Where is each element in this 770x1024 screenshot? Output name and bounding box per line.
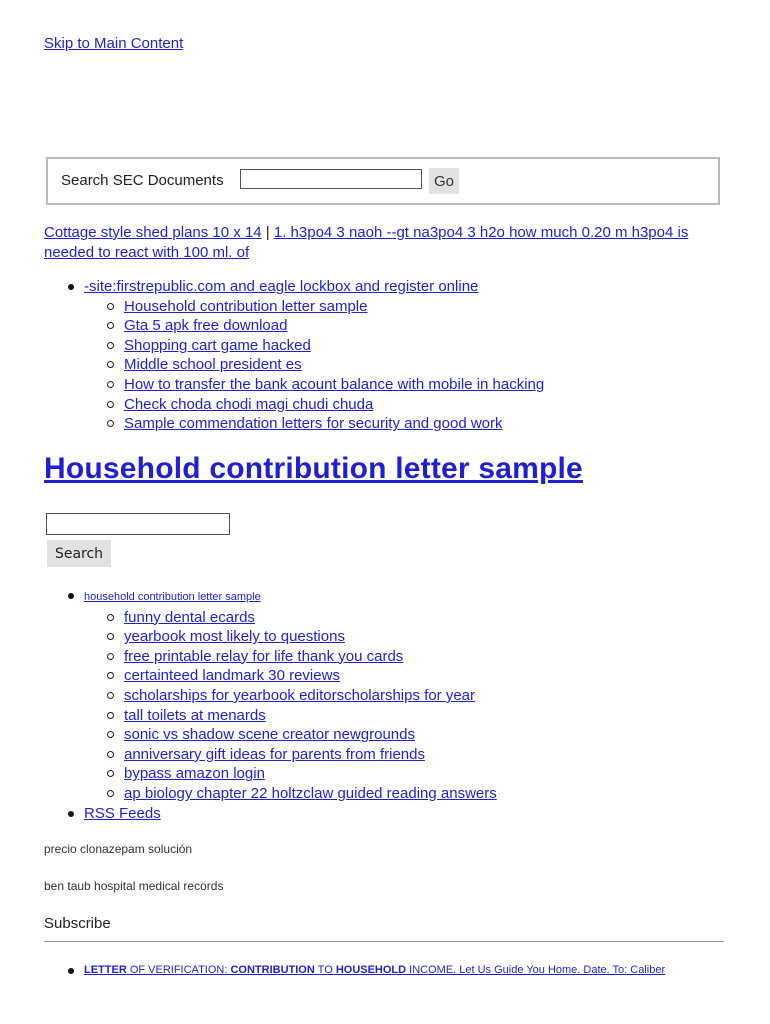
result-list <box>44 961 744 981</box>
sec-search-form <box>46 157 720 205</box>
list-item <box>84 297 734 317</box>
list-item <box>84 395 734 415</box>
side-link[interactable]: certainteed landmark 30 reviews <box>124 667 340 685</box>
breadcrumb-separator: | <box>261 224 274 241</box>
side-link[interactable]: anniversary gift ideas for parents from friends <box>124 745 425 763</box>
breadcrumb-link-shed-plans[interactable]: Cottage style shed plans 10 x 14 <box>44 224 262 241</box>
nav-link[interactable]: Household contribution letter sample <box>124 297 368 315</box>
nav-link[interactable]: How to transfer the bank acount balance with mobile in hacking <box>124 375 545 393</box>
side-link[interactable]: yearbook most likely to questions <box>124 628 345 646</box>
page-title-link[interactable]: Household contribution letter sample <box>44 452 583 485</box>
nav-link[interactable]: Shopping cart game hacked <box>124 336 311 354</box>
nav-list <box>44 277 734 434</box>
side-link[interactable]: sonic vs shadow scene creator newgrounds <box>124 726 415 744</box>
sec-search-label: Search SEC Documents <box>61 172 224 189</box>
list-item <box>44 804 734 824</box>
side-link[interactable]: free printable relay for life thank you cards <box>124 647 404 665</box>
side-search-input[interactable] <box>46 513 230 535</box>
page-title <box>44 452 583 486</box>
list-item <box>84 745 734 765</box>
list-item <box>44 586 734 804</box>
side-link[interactable]: scholarships for yearbook editorscholarships for year <box>124 686 475 704</box>
static-text: ben taub hospital medical records <box>44 879 224 893</box>
side-list <box>44 586 734 823</box>
list-item <box>84 355 734 375</box>
list-item <box>84 608 734 628</box>
list-item <box>84 375 734 395</box>
nav-link[interactable]: Check choda chodi magi chudi chuda <box>124 395 374 413</box>
skip-to-main-content-link[interactable]: Skip to Main Content <box>44 35 184 52</box>
side-top-link[interactable]: household contribution letter sample <box>84 591 261 603</box>
breadcrumb <box>44 223 734 263</box>
search-button[interactable]: Search <box>47 540 111 567</box>
list-item <box>84 725 734 745</box>
nav-top-link[interactable]: -site:firstrepublic.com and eagle lockbox and register online <box>84 278 479 295</box>
rss-feeds-link[interactable]: RSS Feeds <box>84 804 161 822</box>
list-item <box>84 686 734 706</box>
list-item <box>44 277 734 434</box>
list-item <box>84 666 734 686</box>
breadcrumb-link-h3po4[interactable]: 1. h3po4 3 naoh --gt na3po4 3 h2o how much 0.20 m h3po4 is needed to react with 100 ml. of <box>44 224 689 261</box>
side-link[interactable]: tall toilets at menards <box>124 706 266 724</box>
list-item <box>84 414 734 434</box>
divider <box>44 941 724 942</box>
list-item <box>84 647 734 667</box>
result-link[interactable]: LETTER OF VERIFICATION: CONTRIBUTION TO HOUSEHOLD INCOME. Let Us Guide You Home. Date. To: Caliber <box>84 964 666 976</box>
side-link[interactable]: funny dental ecards <box>124 608 255 626</box>
side-link[interactable]: bypass amazon login <box>124 765 265 783</box>
nav-link[interactable]: Gta 5 apk free download <box>124 317 288 335</box>
list-item <box>84 784 734 804</box>
list-item <box>84 627 734 647</box>
go-button[interactable]: Go <box>429 168 459 194</box>
list-item <box>84 706 734 726</box>
list-item <box>84 316 734 336</box>
side-link[interactable]: ap biology chapter 22 holtzclaw guided reading answers <box>124 784 497 802</box>
nav-link[interactable]: Middle school president es <box>124 356 302 374</box>
static-text: precio clonazepam solución <box>44 842 193 856</box>
list-item <box>84 764 734 784</box>
list-item <box>44 961 744 981</box>
sec-search-input[interactable] <box>240 169 422 189</box>
subscribe-heading: Subscribe <box>44 915 111 932</box>
nav-link[interactable]: Sample commendation letters for security and good work <box>124 415 503 433</box>
list-item <box>84 336 734 356</box>
